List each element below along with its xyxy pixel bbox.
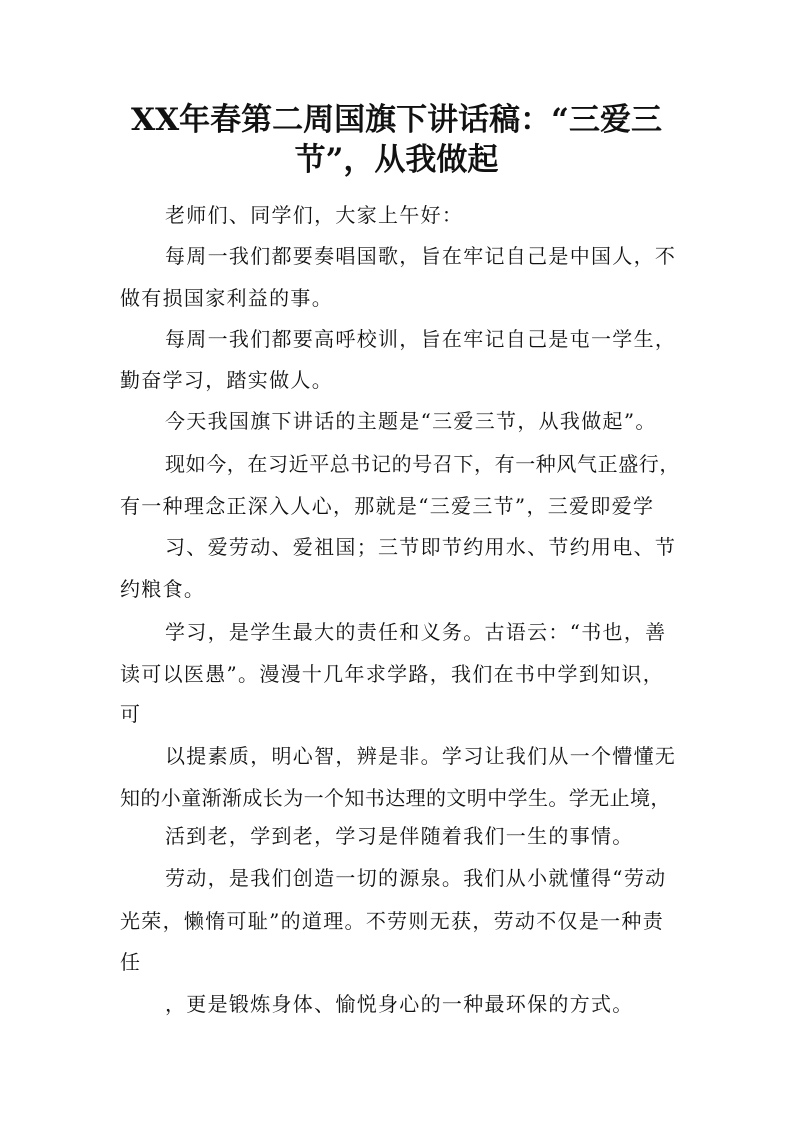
text-line: 读可以医愚”。漫漫十几年求学路，我们在书中学到知识， (120, 662, 665, 686)
text-line: 老师们、同学们，大家上午好： (165, 203, 464, 227)
text-line: 每周一我们都要高呼校训，旨在牢记自己是屯一学生， (165, 327, 677, 351)
text-line: 今天我国旗下讲话的主题是“三爱三节，从我做起”。 (165, 409, 657, 433)
text-line: 学习，是学生最大的责任和义务。古语云：“书也，善 (165, 620, 667, 644)
text-line: 现如今，在习近平总书记的号召下，有一种风气正盛行， (165, 452, 680, 476)
text-line: 任 (120, 950, 142, 974)
text-line: 每周一我们都要奏唱国歌，旨在牢记自己是中国人，不 (165, 244, 677, 268)
text-line: 光荣，懒惰可耻”的道理。不劳则无获，劳动不仅是一种责 (120, 909, 665, 933)
text-line: 习、爱劳动、爱祖国；三节即节约用水、节约用电、节 (165, 535, 677, 559)
text-line: 勤奋学习，踏实做人。 (120, 368, 333, 392)
text-line: 以提素质，明心智，辨是非。学习让我们从一个懵懂无 (165, 744, 677, 768)
text-line: 可 (120, 702, 142, 726)
text-line: 劳动，是我们创造一切的源泉。我们从小就懂得“劳动 (165, 866, 667, 890)
text-line: 有一种理念正深入人心，那就是“三爱三节”，三爱即爱学 (120, 494, 655, 518)
text-line: 知的小童渐渐成长为一个知书达理的文明中学生。学无止境， (120, 786, 671, 810)
text-line: 约粮食。 (120, 577, 206, 601)
text-line: 活到老，学到老，学习是伴随着我们一生的事情。 (165, 824, 634, 848)
text-line: 做有损国家利益的事。 (120, 286, 333, 310)
document-title-line-2: 节”，从我做起 (294, 142, 499, 178)
text-line: ，更是锻炼身体、愉悦身心的一种最环保的方式。 (165, 992, 634, 1016)
document-title-line-1: XX年春第二周国旗下讲话稿：“三爱三 (131, 102, 662, 138)
